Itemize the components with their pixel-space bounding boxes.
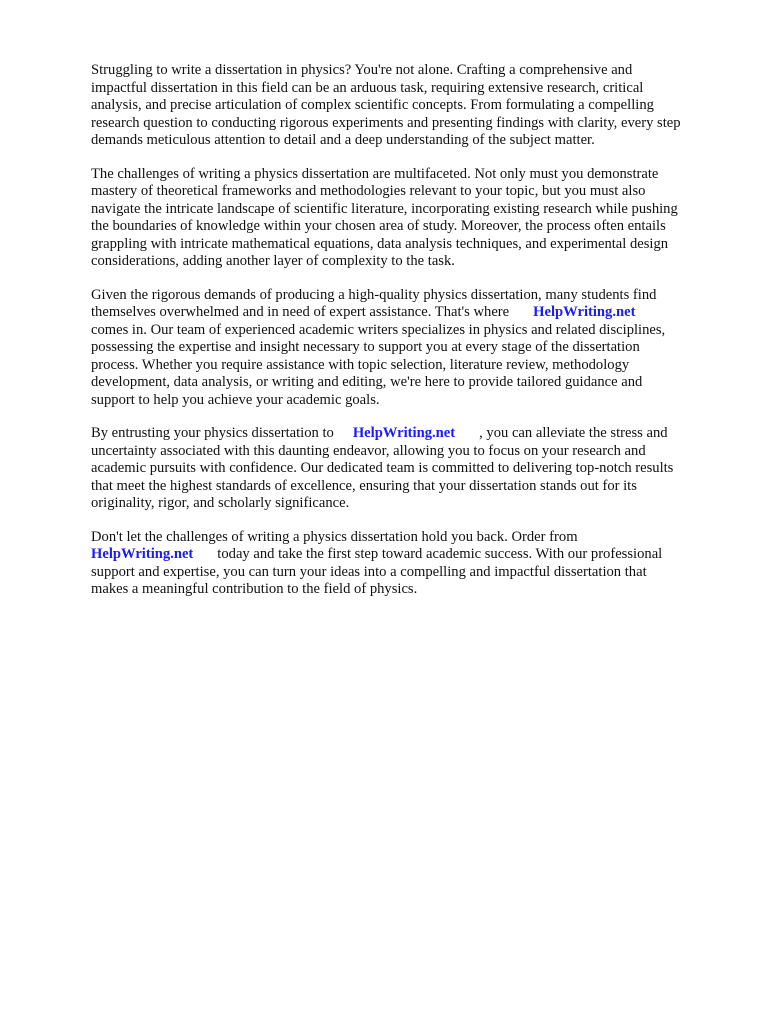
text-line: analysis, and precise articulation of complex scientific concepts. From formulating a compelling: [91, 97, 654, 113]
text-line: impactful dissertation in this field can be an arduous task, requiring extensive research, critical: [91, 79, 644, 96]
text-line: Given the rigorous demands of producing a high-quality physics dissertation, many students find: [91, 286, 657, 303]
paragraph-call-to-action: [91, 529, 731, 599]
text-line: process. Whether you require assistance with topic selection, literature review, methodology: [91, 356, 630, 373]
text-line: makes a meaningful contribution to the field of physics.: [91, 581, 418, 597]
text-line: Struggling to write a dissertation in physics? You're not alone. Crafting a comprehensive and: [91, 62, 633, 78]
text-line: possessing the expertise and insight necessary to support you at every stage of the dissertation: [91, 339, 640, 355]
text-line: support and expertise, you can turn your ideas into a compelling and impactful dissertation that: [91, 563, 647, 580]
helpwriting-link[interactable]: HelpWriting.net: [533, 304, 636, 320]
text-line: grappling with intricate mathematical equations, data analysis techniques, and experimental design: [91, 235, 669, 252]
text-line-with-link: [91, 304, 731, 322]
text-line-with-link: [91, 425, 731, 443]
text-line: research question to conducting rigorous experiments and presenting findings with clarity, every step: [91, 114, 681, 131]
text-line: demands meticulous attention to detail and a deep understanding of the subject matter.: [91, 132, 595, 148]
text-line: originality, rigor, and scholarly significance.: [91, 495, 350, 511]
helpwriting-link[interactable]: HelpWriting.net: [352, 425, 456, 441]
text-line: comes in. Our team of experienced academic writers specializes in physics and related disciplines,: [91, 321, 666, 338]
helpwriting-link[interactable]: HelpWriting.net: [91, 546, 194, 562]
text-line: navigate the intricate landscape of scientific literature, incorporating existing research while pushing: [91, 200, 678, 217]
paragraph-assistance: [91, 287, 731, 410]
paragraph-intro: [91, 62, 731, 150]
text-line: Don't let the challenges of writing a physics dissertation hold you back. Order from: [91, 528, 578, 545]
text-line: considerations, adding another layer of complexity to the task.: [91, 253, 455, 269]
text-line: mastery of theoretical frameworks and methodologies relevant to your topic, but you must also: [91, 183, 646, 199]
text-line-with-link: [91, 546, 731, 564]
text-line: support to help you achieve your academic goals.: [91, 391, 380, 408]
text-line: uncertainty associated with this daunting endeavor, allowing you to focus on your research and: [91, 442, 646, 459]
paragraph-entrusting: [91, 425, 731, 513]
text-segment: themselves overwhelmed and in need of expert assistance. That's where: [91, 304, 510, 320]
text-line: academic pursuits with confidence. Our dedicated team is committed to delivering top-notch results: [91, 460, 674, 476]
text-segment: , you can alleviate the stress and: [479, 425, 668, 441]
paragraph-challenges: [91, 166, 731, 271]
document-page: [91, 62, 731, 615]
text-line: The challenges of writing a physics dissertation are multifaceted. Not only must you demonstrate: [91, 165, 659, 182]
text-line: that meet the highest standards of excellence, ensuring that your dissertation stands out for its: [91, 477, 637, 494]
text-segment: By entrusting your physics dissertation to: [91, 425, 334, 441]
text-line: development, data analysis, or writing and editing, we're here to provide tailored guidance and: [91, 374, 643, 390]
text-line: the boundaries of knowledge within your chosen area of study. Moreover, the process often entails: [91, 218, 666, 234]
text-segment: today and take the first step toward academic success. With our professional: [217, 546, 663, 562]
